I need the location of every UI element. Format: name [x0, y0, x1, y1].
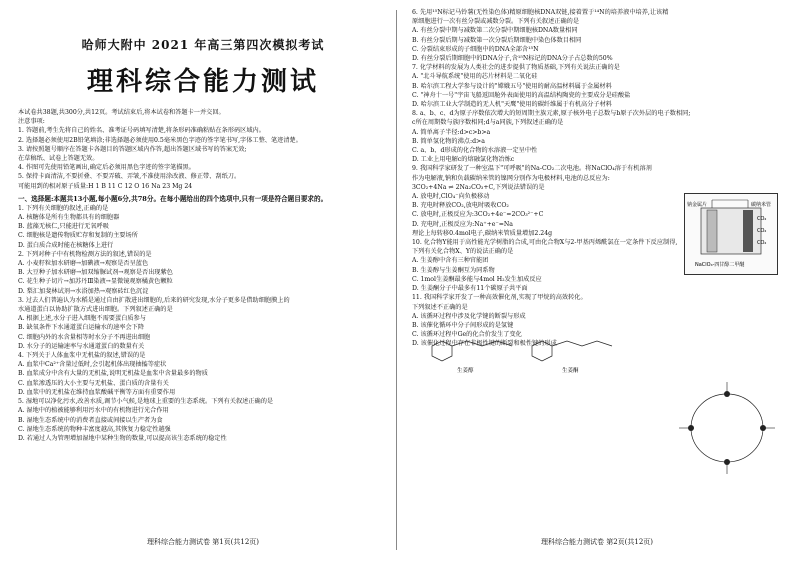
question-line: 1. 下列有关细胞的叙述,正确的是 — [18, 204, 109, 212]
question-line: A. 小麦籽粒加水研磨→加碘液→观察是否呈蓝色 — [18, 260, 149, 268]
question-line: 7. 化学材料的发展为人类社会的进步提供了物质基础,下列有关说法正确的是 — [412, 64, 620, 72]
battery-svg — [685, 194, 777, 274]
notice-item: 可能用到的相对原子质量:H 1 B 11 C 12 O 16 Na 23 Mg 24 — [18, 182, 193, 190]
molecule-svg — [422, 336, 622, 376]
question-line: C. 湿地生态系统的物种丰富度越高,其恢复力稳定性越强 — [18, 425, 171, 433]
battery-label-na: 钠金属片 — [687, 202, 708, 208]
question-line: A. 核糖体是所有生物都具有的细胞器 — [18, 214, 120, 222]
question-line: A. 简单离子半径:d>c>b>a — [412, 128, 491, 136]
question-line: 3. 过去人们普遍认为水稻是通过自由扩散进出细胞的,后来的研究发现,水分子更多是借助细胞膜上的 — [18, 296, 290, 304]
question-line: B. 有丝分裂后期与减数第一次分裂后期细胞中染色体数目相同 — [412, 36, 582, 44]
exam-title: 理科综合能力测试 — [86, 67, 319, 97]
question-line: D. 该催化过程中存在非极性键的断裂和极性键的形成 — [412, 340, 557, 348]
question-line: B. 哈尔滨工程大学参与设计的"嫦娥五号"使用的耐高温材料属于金属材料 — [412, 82, 612, 90]
question-line: 9. 我国科学家研发了一种室温下"可呼吸"的Na-CO₂二次电池。将NaClO₄溶于有机溶剂 — [412, 165, 652, 173]
question-line: D. 若通过人为管理增加湿地中某种生物的数量,可以提高该生态系统的稳定性 — [18, 434, 227, 442]
question-line: 下列有关化合物X、Y的说法正确的是 — [412, 248, 514, 256]
notice-item: 1. 答题前,考生先将自己的姓名、准考证号码填写清楚,将条形码准确粘贴在条形码区域内。 — [18, 127, 265, 135]
battery-label-co2-1: CO₂ — [757, 216, 767, 222]
question-line: 水通道蛋白以协助扩散方式进出细胞。下列叙述正确的是 — [18, 306, 173, 314]
question-line: 8. a、b、c、d为原子序数依次增大的短周期主族元素,原子核外电子总数与b原子次外层的电子数相同; — [412, 110, 691, 118]
molecule-label-2: 生姜酮 — [562, 368, 579, 374]
question-line: C. a、b、d形成的化合物的水溶液一定呈中性 — [412, 147, 538, 155]
question-line: D. 工业上用电解c的熔融氯化物冶炼c — [412, 156, 515, 164]
question-line: D. 生姜酮分子中最多有11个碳原子共平面 — [412, 285, 528, 293]
intro-text: 本试卷共38题,共300分,共12页。考试结束后,将本试卷和答题卡一并交回。 — [18, 109, 225, 116]
question-line: D. 血浆中的无机盐在维持血浆酸碱平衡等方面有重要作用 — [18, 388, 176, 396]
page-right — [412, 8, 782, 553]
question-line: 4. 下列关于人体血浆中无机盐的叙述,错误的是 — [18, 352, 146, 360]
page-footer-right: 理科综合能力测试卷 第2页(共12页) — [540, 538, 654, 546]
notice-item: 5. 保持卡面清洁,不要折叠、不要弄破、弄皱,不准使用涂改液、修正带、刮纸刀。 — [18, 173, 241, 181]
question-line: 10. 化合物Y能用于高性能光学树脂的合成,可由化合物X与2-甲基丙烯酰氯在一定条件下反应制得, — [412, 239, 678, 247]
question-line: D. 有丝分裂后期细胞中的DNA分子,含¹⁵N标记的DNA分子占总数的50% — [412, 55, 613, 63]
question-line: A. 生姜醇中含有三种官能团 — [412, 257, 489, 265]
question-line: C. 花生种子切片→加苏丹Ⅲ染液→显微镜观察橘黄色颗粒 — [18, 278, 173, 286]
question-line: A. 有丝分裂中期与减数第二次分裂中期细胞核DNA数量相同 — [412, 27, 578, 35]
cycle-svg — [674, 378, 780, 478]
question-line: 下列叙述不正确的是 — [412, 303, 468, 311]
question-line: B. 充电时释放CO₂,放电时吸收CO₂ — [412, 202, 509, 210]
page-footer-left: 理科综合能力测试卷 第1页(共12页) — [146, 538, 260, 546]
school-heading: 哈师大附中 2021 年高三第四次模拟考试 — [81, 38, 325, 52]
question-line: 理论上每转移0.4mol电子,碳纳米管质量增加2.24g — [412, 229, 553, 237]
question-line: 3CO₂+4Na ⇌ 2Na₂CO₃+C,下列说法错误的是 — [412, 183, 545, 191]
question-line: C. 该循环过程中Ge的化合价发生了变化 — [412, 331, 522, 339]
page-left — [18, 8, 388, 553]
question-line: c所在周期数与族序数相同;d与a同族,下列叙述正确的是 — [412, 119, 564, 127]
question-line: B. 缺氧条件下水通道蛋白运输水的速率会下降 — [18, 324, 145, 332]
question-line: D. 充电时,正极反应为:Na⁺+e⁻=Na — [412, 220, 513, 228]
question-list-right — [412, 8, 691, 349]
battery-label-co2-2: CO₂ — [757, 228, 767, 234]
question-line: A. 血浆中Ca²⁺含量过低时,会引起机体出现抽搐等症状 — [18, 361, 167, 369]
question-line: C. 细胞内外的水含量相等时水分子不再进出细胞 — [18, 333, 151, 341]
section-heading: 一、选择题:本题共13小题,每小题6分,共78分。在每小题给出的四个选项中,只有一项是符合题目要求的。 — [18, 194, 328, 203]
question-line: A. 根据上述,水分子进入细胞不需要蛋白质参与 — [18, 315, 146, 323]
question-line: B. 湿地生态系统中的消费者直接或间接以生产者为食 — [18, 416, 163, 424]
question-line: D. 哈尔滨工业大学制造的无人机"天鹰"使用的碳纤维属于有机高分子材料 — [412, 101, 612, 109]
question-line: D. 水分子的运输速率与水通道蛋白的数量有关 — [18, 342, 145, 350]
question-line: B. 生姜醇与生姜酮互为同系物 — [412, 266, 495, 274]
question-line: A. 该循环过程中涉及化学键的断裂与形成 — [412, 312, 526, 320]
question-line: B. 该催化循环中分子间形成的是氢键 — [412, 321, 514, 329]
catalytic-cycle-figure — [674, 378, 780, 478]
question-line: 6. 先用¹⁵N标记马铃薯(无性染色体)精原细胞核DNA双链,接着置于¹⁴N的培养液中培养,让该精 — [412, 9, 669, 16]
question-line: 11. 我国科学家开发了一种高效催化剂,实现了甲烷的高效转化。 — [412, 294, 587, 302]
question-line: C. 细胞核是遗传物质贮存和复制的主要场所 — [18, 232, 138, 240]
question-line: B. 蓝藻无核仁,只能进行无氧呼吸 — [18, 223, 109, 231]
question-line: B. 简单氢化物的沸点:d>a — [412, 137, 485, 145]
notice-item: 2. 选择题必须使用2B铅笔填涂;非选择题必须使用0.5毫米黑色字迹的签字笔书写,字体工整、笔迹清楚。 — [18, 136, 302, 144]
notice-list — [18, 126, 388, 190]
question-line: C. 血浆渗透压的大小主要与无机盐、蛋白质的含量有关 — [18, 379, 169, 387]
question-line: D. 梨汇加斐林试剂→水浴加热→观察砖红色沉淀 — [18, 287, 149, 295]
question-line: B. 大豆种子加水研磨→加双缩脲试剂→观察是否出现紫色 — [18, 269, 173, 277]
question-line: C. "神舟十一号"宇宙飞船返回舱外表面使用的高温结构陶瓷的主要成分是硅酸盐 — [412, 91, 631, 99]
notice-item: 3. 请按照题号顺序在答题卡各题目的答题区域内作答,超出答题区域书写的答案无效; — [18, 145, 247, 153]
question-line: 2. 下列对种子中有机物检测方法的叙述,错误的是 — [18, 250, 152, 258]
sodium-electrode — [707, 210, 717, 252]
question-line: C. 分裂结束形成的子细胞中的DNA全部含¹⁵N — [412, 45, 539, 53]
molecule-label-1: 生姜醇 — [457, 368, 474, 374]
battery-label-cnt: 碳纳米管 — [751, 202, 772, 208]
question-line: 5. 湿地可以净化污水,改善水质,调节小气候,是地球上重要的生态系统。下列有关叙述正确的是 — [18, 398, 274, 406]
question-line: C. 放电时,正极反应为:3CO₂+4e⁻=2CO₃²⁻+C — [412, 211, 544, 219]
battery-label-co2-3: CO₂ — [757, 240, 767, 246]
notice-item: 4. 作图可先使用铅笔画出,确定后必须用黑色字迹的签字笔描黑。 — [18, 164, 195, 172]
battery-diagram — [684, 193, 778, 275]
notice-item: 在草稿纸、试卷上答题无效。 — [18, 155, 99, 163]
question-line: A. 湿地中的植被能够利用污水中的有机物进行光合作用 — [18, 407, 169, 415]
question-line: B. 血浆成分中含有大量的无机盐,说明无机盐是血浆中含量最多的物质 — [18, 370, 208, 378]
question-line: A. "北斗导航系统"使用的芯片材料是二氧化硅 — [412, 73, 538, 81]
notice-heading: 注意事项: — [18, 118, 45, 126]
molecule-figure — [422, 336, 622, 376]
question-line: 作为电解液,钠和负载碳纳米管的镍网分别作为电极材料,电池的总反应为: — [412, 174, 610, 182]
question-list-left — [18, 204, 388, 443]
page-divider — [396, 10, 397, 550]
carbon-electrode — [743, 210, 753, 252]
battery-caption: NaClO₄-四甘醇二甲醚 — [695, 262, 745, 268]
question-line: 原细胞进行一次有丝分裂或减数分裂。下列有关叙述正确的是 — [412, 18, 580, 26]
question-line: C. 1mol生姜酮最多能与4mol H₂发生加成反应 — [412, 275, 542, 283]
question-line: D. 蛋白质合成时能在核糖体上进行 — [18, 241, 114, 249]
question-line: A. 放电时,ClO₄⁻向负极移动 — [412, 193, 490, 201]
